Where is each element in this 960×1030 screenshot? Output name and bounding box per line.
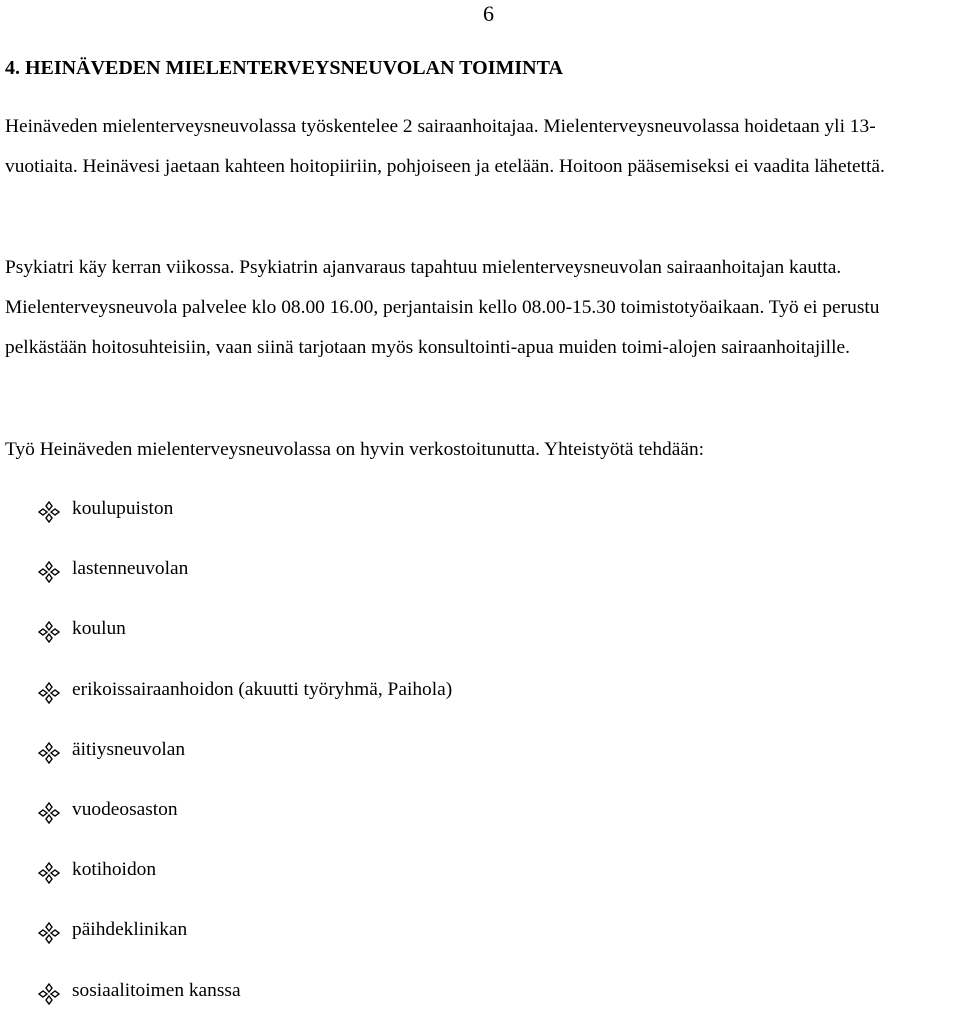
four-diamond-bullet-icon [38,682,60,704]
four-diamond-bullet-icon [38,802,60,824]
four-diamond-bullet-icon [38,621,60,643]
paragraph-cooperation: Työ Heinäveden mielenterveysneuvolassa on hyvin verkostoitunutta. Yhteistyötä tehdään: [5,439,705,460]
four-diamond-bullet-icon [38,983,60,1005]
list-item-label: koulun [72,618,126,640]
four-diamond-bullet-icon [38,922,60,944]
section-heading: 4. HEINÄVEDEN MIELENTERVEYSNEUVOLAN TOIMINTA [5,57,563,79]
four-diamond-bullet-icon [38,501,60,523]
list-item-label: äitiysneuvolan [72,738,186,760]
four-diamond-bullet-icon [38,561,60,583]
list-item-label: lastenneuvolan [72,558,189,580]
four-diamond-bullet-icon [38,862,60,884]
list-item-label: päihdeklinikan [72,919,188,941]
paragraph-psychiatrist: Psykiatri käy kerran viikossa. Psykiatrin ajanvaraus tapahtuu mielenterveysneuvolan sairaanhoitajan kautta. Mielenterveysneuvola palvelee klo 08.00 16.00, perjantaisin kello 08.00-15.30 toimistotyöaikaan. Työ ei perustu pelkästään hoitosuhteisiin, vaan siinä tarjotaan myös konsultointi-apua muiden toimi-alojen sairaanhoitajille. [5,257,880,358]
list-item-label: sosiaalitoimen kanssa [72,979,241,1001]
list-item-label: kotihoidon [72,859,157,881]
page-number: 6 [483,1,494,26]
paragraph-intro: Heinäveden mielenterveysneuvolassa työskentelee 2 sairaanhoitajaa. Mielenterveysneuvolassa hoidetaan yli 13-vuotiaita. Heinävesi jaetaan kahteen hoitopiiriin, pohjoiseen ja etelään. Hoitoon pääsemiseksi ei vaadita lähetettä. [5,116,885,177]
list-item-label: vuodeosaston [72,798,178,820]
list-item-label: koulupuiston [72,498,174,519]
four-diamond-bullet-icon [38,742,60,764]
list-item-label: erikoissairaanhoidon (akuutti työryhmä, Paihola) [72,678,453,700]
